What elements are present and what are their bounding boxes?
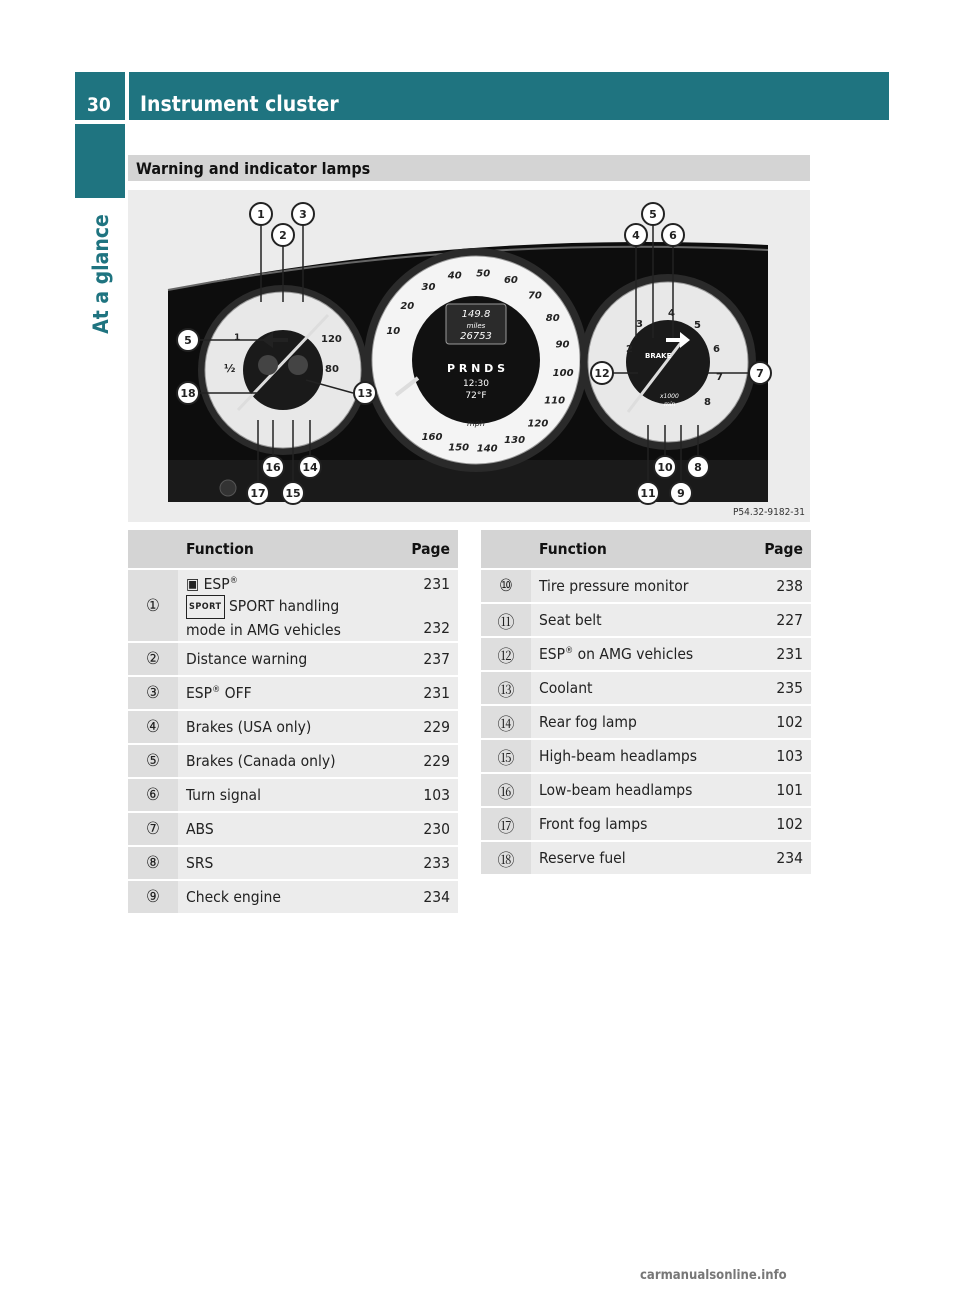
table-header (128, 530, 458, 569)
callout-number: 3 (299, 208, 307, 221)
callout-number: 2 (279, 229, 287, 242)
speed-tick-label: 140 (476, 443, 498, 455)
lamps-table-left (128, 530, 458, 913)
table-row: ⑨ Check engine 234 (128, 880, 458, 913)
table-row: ⑮ High-beam headlamps 103 (481, 739, 811, 773)
speed-tick-label: 40 (447, 270, 462, 282)
callout-number: 8 (694, 461, 702, 474)
chapter-title: Instrument cluster (140, 92, 339, 116)
svg-text:BRAKE: BRAKE (645, 352, 672, 360)
table-row: ⑱ Reserve fuel 234 (481, 841, 811, 874)
speed-tick-label: 70 (527, 290, 542, 302)
side-label: At a glance (89, 214, 113, 334)
callout-number: 17 (250, 487, 266, 500)
table-row: ⑫ ESP® on AMG vehicles 231 (481, 637, 811, 671)
svg-text:72°F: 72°F (465, 391, 487, 401)
callout-number: 5 (649, 208, 657, 221)
callout-number: 9 (677, 487, 685, 500)
page-number-box (75, 72, 125, 120)
chapter-header (129, 72, 889, 120)
table-row: ③ ESP® OFF 231 (128, 676, 458, 710)
callout-number: 6 (669, 229, 677, 242)
svg-text:6: 6 (713, 344, 720, 355)
side-tab (75, 124, 125, 198)
table-header (481, 530, 811, 569)
function-header: Function (178, 530, 394, 569)
callout-number: 10 (657, 461, 673, 474)
svg-text:4: 4 (668, 308, 675, 319)
svg-text:P R N D S: P R N D S (446, 362, 506, 375)
speed-tick-label: 160 (421, 432, 443, 444)
table-row: ⑤ Brakes (Canada only) 229 (128, 744, 458, 778)
speed-tick-label: 80 (545, 312, 560, 324)
svg-text:½: ½ (224, 362, 236, 375)
table-row: ① ▣ ESP® SPORT SPORT handling mode in AMG vehicles 231 232 (128, 569, 458, 642)
callout-number: 14 (302, 461, 318, 474)
svg-text:12:30: 12:30 (463, 379, 489, 389)
speed-tick-label: 10 (386, 325, 401, 337)
svg-text:min: min (664, 401, 676, 408)
svg-text:miles: miles (466, 322, 486, 330)
page-number: 30 (87, 94, 111, 116)
callout-number: 7 (756, 367, 764, 380)
callout-number: 12 (594, 367, 610, 380)
esp-icon: ▣ (186, 575, 200, 594)
table-row: ⑦ ABS 230 (128, 812, 458, 846)
callout-number: 5 (184, 334, 192, 347)
callout-number: 16 (265, 461, 281, 474)
speed-tick-label: 100 (552, 368, 574, 380)
svg-text:2: 2 (626, 344, 633, 355)
table-row: ⑥ Turn signal 103 (128, 778, 458, 812)
callout-number: 18 (180, 387, 196, 400)
speed-tick-label: 110 (544, 395, 566, 407)
lamps-table-right (481, 530, 811, 874)
instrument-cluster-figure (128, 190, 810, 522)
callout-number: 15 (285, 487, 301, 500)
page-header: Page (394, 530, 458, 569)
callout-number: 4 (632, 229, 640, 242)
cluster-illustration (128, 190, 810, 522)
section-heading (128, 155, 810, 181)
callout-number: 13 (357, 387, 373, 400)
sport-icon: SPORT (186, 595, 225, 619)
table-row: ⑬ Coolant 235 (481, 671, 811, 705)
footer-watermark: carmanualsonline.info (640, 1268, 787, 1283)
callout-number: 11 (640, 487, 656, 500)
table-row: ⑩ Tire pressure monitor 238 (481, 569, 811, 603)
svg-text:26753: 26753 (460, 331, 492, 342)
svg-text:3: 3 (636, 319, 643, 330)
speed-tick-label: 130 (504, 435, 526, 447)
table-row: ⑭ Rear fog lamp 102 (481, 705, 811, 739)
table-row: ② Distance warning 237 (128, 642, 458, 676)
speed-tick-label: 50 (476, 268, 491, 280)
table-row: ⑧ SRS 233 (128, 846, 458, 880)
page-header: Page (747, 530, 811, 569)
table-row: ⑰ Front fog lamps 102 (481, 807, 811, 841)
callout-number: 1 (257, 208, 265, 221)
section-title: Warning and indicator lamps (136, 159, 371, 178)
table-row: ⑪ Seat belt 227 (481, 603, 811, 637)
svg-text:7: 7 (716, 372, 723, 383)
svg-text:1: 1 (234, 333, 241, 343)
svg-text:120: 120 (321, 334, 342, 345)
svg-text:mph: mph (467, 419, 485, 428)
svg-text:x1000: x1000 (660, 393, 679, 400)
svg-text:80: 80 (325, 364, 339, 375)
speed-tick-label: 30 (421, 281, 436, 293)
table-row: ④ Brakes (USA only) 229 (128, 710, 458, 744)
speed-tick-label: 120 (527, 418, 549, 430)
figure-id: P54.32-9182-31 (732, 507, 805, 518)
speed-tick-label: 60 (503, 275, 518, 287)
function-header: Function (531, 530, 747, 569)
table-row: ⑯ Low-beam headlamps 101 (481, 773, 811, 807)
svg-text:8: 8 (704, 397, 711, 408)
speed-tick-label: 150 (448, 442, 470, 454)
svg-text:149.8: 149.8 (461, 309, 491, 320)
speed-tick-label: 90 (555, 339, 570, 351)
svg-text:5: 5 (694, 320, 701, 331)
speed-tick-label: 20 (400, 301, 415, 312)
